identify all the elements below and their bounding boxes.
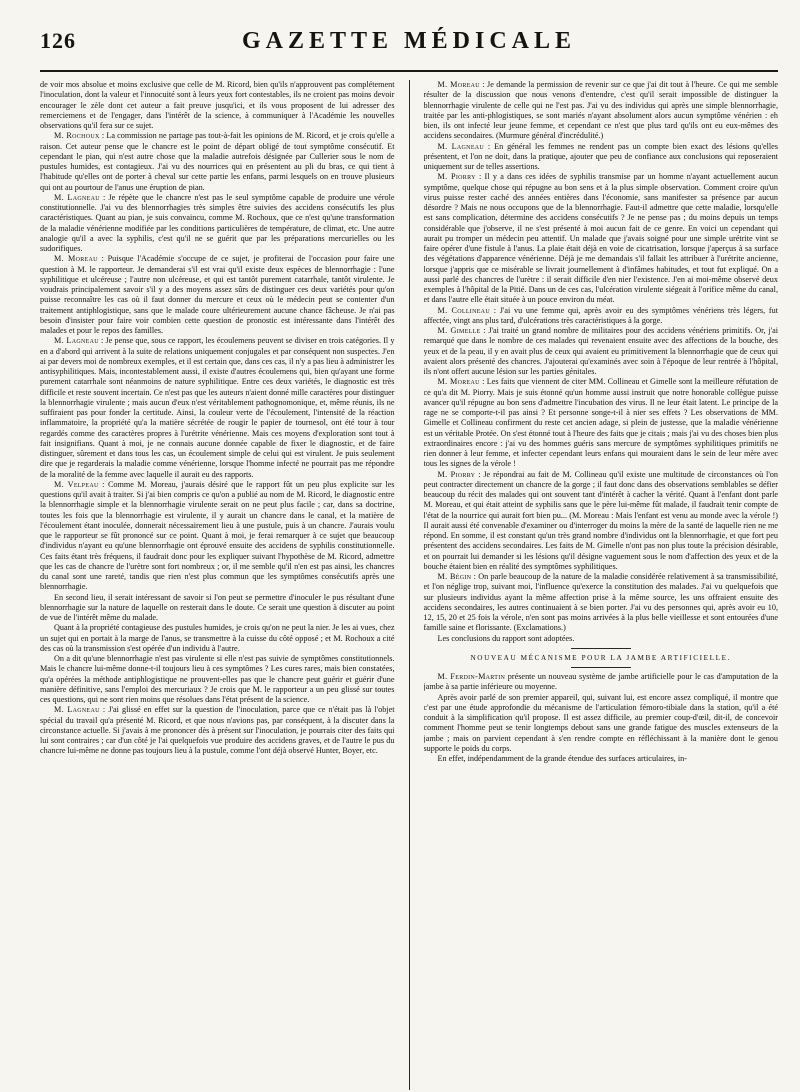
speaker-name: M. Piorry — [437, 172, 476, 182]
paragraph — [40, 593, 395, 624]
paragraph-text: : Je demande la permission de revenir sur ce que j'ai dit tout à l'heure. Ce qui me semble résulter de la discussion que nous venons d'entendre, c'est qu'il serait impossible de distinguer la blennorrhagie virulente de celle qui ne l'est pas. J'ai vu des individus qui après une simple blennorrhagie, traitée par les anti-phlogistiques, se sont mariés n'ayant absolument alors aucun symptôme vénérien : eh bien, ils ont infecté leur jeune femme, et cependant ce n'est que plus tard qu'ils ont eu eux-mêmes des accidens secondaires. (Murmure général d'incrédulité.) — [423, 80, 778, 141]
section-rule-bottom — [571, 667, 631, 668]
paragraph — [40, 254, 395, 336]
speaker-name: M. Lagneau — [54, 336, 99, 346]
paragraph — [424, 634, 779, 644]
paragraph — [424, 80, 779, 142]
paragraph-text: : Les faits que viennent de citer MM. Collineau et Gimelle sont la meilleure réfutation de ce qu'a dit M. Piorry. Mais je suis étonné qu'un homme aussi instruit que notre honorable collègue puisse avancer qu'il répugne au bon sens d'admettre l'incubation des virus. Il ne leur était latent. Le principe de la rage ne se comporte-t-il pas ainsi ? Et personne songe-t-il à nier ses effets ? Les observations de MM. Gimelle et Collineau confirment du reste cet ancien adage, si plein de justesse, que la maladie vénérienne est un véritable Protée. On s'est étonné tout à l'heure des faits que je citais ; mais j'ai vu des choses bien plus extraordinaires encore : j'ai vu des hommes guéris sans mercure de symptômes syphilitiques primitifs ne rien donner à leur femme, et infecter cependant leurs enfans qui mouraient dans le sein de leur mère avec tous les signes de la vérole ! — [423, 377, 778, 469]
paragraph-text: présente un nouveau système de jambe artificielle pour le cas d'amputation de la jambe à sa partie inférieure ou moyenne. — [423, 672, 778, 692]
paragraph-text: : Puisque l'Académie s'occupe de ce sujet, je profiterai de l'occasion pour faire une question à M. le rapporteur. Je demanderai s'il est vrai qu'il existe deux espèces de blennorrhagie : l'une syphilitique et ulcéreuse ; l'autre non ulcéreuse, et qui est tantôt purement catarrhale, tantôt virulente. Je voudrais principalement savoir s'il y a des moyens assez sûrs de distinguer ces deux variétés pour qu'on puisse reconnaître les cas où il faut donner du mercure et ceux où le médecin peut se contenter d'un traitement antiphlogistique, sans que le malade coure ultérieurement aucune chance fâcheuse. Je n'ai pas besoin d'insister pour faire voir combien cette question de pronostic est intéressante dans l'intérêt des malades et pour le repos des familles. — [40, 254, 395, 335]
paragraph-text: On a dit qu'une blennorrhagie n'est pas virulente si elle n'est pas suivie de symptômes constitutionnels. Mais le chancre lui-même donne-t-il toujours lieu à ces symptômes ? Les cures rares, mais bien constatées, qu'a opérées la méthode antiphlogistique ne prouvent-elles pas que le chancre peut guérir et guérir d'une manière définitive, sans l'emploi des mercuriaux ? Je crois que M. le rapporteur a un peu glissé sur toutes ces questions, qui ne sont rien moins que résolues dans l'état présent de la science. — [40, 654, 395, 704]
paragraph — [424, 377, 779, 469]
paragraph — [424, 172, 779, 305]
paragraph — [424, 326, 779, 377]
paragraph — [424, 572, 779, 634]
paragraph-text: : On parle beaucoup de la nature de la maladie considérée relativement à sa transmissibilité, et l'on néglige trop, suivant moi, l'influence qu'exerce la constitution des malades. J'ai vu quelquefois que sur plusieurs individus ayant la même affection prise à la même source, les uns offraient ensuite des accidens secondaires, les autres continuaient à se bien porter. J'ai vu des personnes qui, après avoir eu 10, 12, 15, 20 et 25 fois la vérole, n'en sont pas moins arrivées à la plus belle vieillesse et sont entourées d'une famille saine et florissante. (Exclamations.) — [423, 572, 778, 633]
paragraph-text: Après avoir parlé de son premier appareil, qui, suivant lui, est encore assez compliqué, il montre que c'est par une étude approfondie du mécanisme de l'articulation fémoro-tibiale dans la station, qu'il a été conduit à la simplification qu'il propose. Il est assez difficile, au premier coup-d'œil, dit-il, de concevoir comment l'homme peut se tenir longtemps debout sans une grande fatigue des muscles extenseurs de la jambe ; mais on parvient cependant à s'en rendre compte en réfléchissant à la manière dont le genou supporte le poids du corps. — [423, 692, 778, 753]
paragraph-text: : Comme M. Moreau, j'aurais désiré que le rapport fût un peu plus explicite sur les questions qu'il avait à traiter. Si j'ai bien compris ce qu'on a publié au nom de M. Ricord, le diagnostic entre la blennorrhagie simple et la blennorrhagie virulente serait on ne peut plus facile ; car, dans sa doctrine, toutes les fois que la blennorrhagie est virulente, il y aurait un chancre dans le canal, et la matière de l'écoulement étant inoculée, donnerait nécessairement lieu à une pustule, puis à un chancre. J'aurais voulu que le rapporteur se fût prononcé sur ce point. Quant à moi, je ferai remarquer à ce sujet que beaucoup d'individus n'ayant eu qu'une blennorrhagie ont éprouvé ensuite des accidens de syphilis constitutionnelle. Ces faits étant très fréquens, il faudrait donc pour les expliquer suivant l'hypothèse de M. Ricord, admettre que les cas de chancre de l'urètre sont fort nombreux ; or, il me semble qu'il n'en est pas ainsi, les chancres du canal sont une rareté, tandis que rien n'est plus commun que les symptômes consécutifs après une blennorrhagie. — [40, 479, 395, 592]
paragraph — [40, 131, 395, 193]
debate-continuation — [424, 80, 779, 644]
paragraph-text: : La commission ne partage pas tout-à-fait les opinions de M. Ricord, et je crois qu'elle a raison. Cet auteur pense que le chancre est le point de départ obligé de tout symptôme consécutif. Et cependant le pian, qui n'est autre chose que la maladie autrefois désignée par Cullerier sous le nom de pustules humides, est contagieux. J'ai vu des nourrices qui en présentent au pli du bras, ce qui tient à l'habitude qu'elles ont de porter à cheval sur cette partie les enfans, parmi lesquels on en trouve plusieurs qui ont au pourtour de l'anus une éruption de pian. — [40, 131, 395, 192]
paragraph-text: : J'ai traité un grand nombre de militaires pour des accidens vénériens primitifs. Or, j'ai remarqué que dans le nombre de ces malades qui revenaient ensuite avec des affections de la bouche, des yeux et de la peau, il y en avait plus de ceux qui avaient eu primitivement la blennorrhagie que de ceux qui avaient alors présenté des chancres. J'ajouterai qu'examinés avec soin à l'époque de leur rentrée à l'hôpital, ils n'ont offert aucune lésion sur les parties génitales. — [423, 326, 778, 376]
speaker-name: M. Lagneau — [437, 141, 485, 151]
paragraph-text: En second lieu, il serait intéressant de savoir si l'on peut se permettre d'inoculer le pus résultant d'une blennorrhagie sur la nature de laquelle on resterait dans le doute. Ce serait une question à discuter au point de vue de l'intérêt même du malade. — [40, 592, 395, 622]
speaker-name: M. Lagneau — [54, 705, 100, 715]
page-number: 126 — [40, 28, 76, 53]
paragraph-text: : J'ai vu une femme qui, après avoir eu des symptômes vénériens très légers, fut affectée, vingt ans plus tard, d'ulcérations très caractéristiques à la gorge. — [423, 305, 778, 325]
paragraph — [424, 142, 779, 173]
paragraph-text: : Je répondrai au fait de M. Collineau qu'il existe une multitude de circonstances où l'on peut contracter directement un chancre de la gorge ; il faut donc dans des observations semblables se défier beaucoup du récit des malades qui ont souvent tant d'intérêt à cacher la vérité. Quant à l'enfant dont parle M. Moreau, et qui était atteint de syphilis sans que le père lui-même fût malade, il faudrait tenir compte de l'état de la nourrice qui aurait fort bien pu... (M. Moreau : Mais l'enfant est venu au monde avec la vérole !) Il aurait aussi été convenable d'examiner ou d'interroger du moins la mère de la santé de laquelle rien ne me répond. En somme, il est constant qu'un très grand nombre d'individus ont la blennorrhagie, et que fort peu présentent des accidens secondaires. Les faits de M. Gimelle n'ont pas non plus toute la précision désirable, et on pourrait lui demander si les lésions qu'il désigne vaguement sous le nom d'affection des yeux et de la bouche étaient bien en réalité des symptômes syphilitiques. — [423, 469, 778, 571]
speaker-name: M. Moreau — [54, 254, 98, 264]
speaker-name: M. Bégin — [437, 572, 472, 581]
paragraph — [40, 705, 395, 756]
paragraph-text: Quant à la propriété contagieuse des pustules humides, je crois qu'on ne peut la nier. Je les ai vues, chez un sujet qui en portait à la marge de l'anus, se transmettre à la cuisse du côté opposé ; et M. Rochoux a cité des cas où la transmission s'est opérée d'un individu à l'autre. — [40, 623, 395, 653]
paragraph-text: : J'ai glissé en effet sur la question de l'inoculation, parce que ce n'était pas là l'objet spécial du travail qu'a présenté M. Ricord, et que nous n'avions pas, par conséquent, à la discuter dans la circonstance actuelle. Si j'avais à me prononcer dès à présent sur l'inoculation, je pourrais citer des faits qui lui sont contraires ; car d'un côté je l'ai quelquefois vue produire des accidens graves, et de l'autre le pus du chancre lui-même ne donne pas toujours lieu à la pustule, comme l'ont déjà observé Hunter, Boyer, etc. — [40, 705, 395, 756]
speaker-name: M. Velpeau — [54, 479, 99, 489]
paragraph — [40, 80, 395, 131]
paragraph-text: : Il y a dans ces idées de syphilis transmise par un homme n'ayant actuellement aucun symptôme, quelque chose qui répugne au bon sens et à la plus simple observation. Comment croire qu'un virus puisse rester caché des années entières dans l'économie, sans manifester sa présence par aucun désordre ? Mais ne nous occupons que de la blennorrhagie. Faut-il admettre que cette maladie, lorsqu'elle est sans complication, détermine des accidens consécutifs ? Je ne pense pas ; du moins depuis un temps considérable que j'observe, il ne s'est présenté à moi aucun fait de ce genre. En voici un cependant qui aurait pu tromper un médecin peu attentif. Un malade que j'avais soigné pour une simple urétrite vint se faire opérer d'une fistule à l'anus. La plaie était déjà en voie de cicatrisation, lorsque j'aperçus à sa surface des végétations d'apparence vénérienne. Déjà je me demandais s'il fallait les attribuer à l'urétrite ancienne, lorsque j'appris que ce misérable se livrait journellement à d'infâmes habitudes, et tout fut expliqué. On a aussi parlé des chancres de l'urètre : il serait difficile d'en nier l'existence. J'en ai moi-même observé deux exemples à l'hôpital de la Pitié. Dans un de ces cas, l'ulcération virulente siégeait à l'orifice même du canal, et dans l'autre elle était située à un pouce environ du méat. — [423, 172, 778, 305]
paragraph-text: : Je répète que le chancre n'est pas le seul symptôme capable de produire une vérole constitutionnelle. J'ai vu des blennorrhagies très simples être suivies des accidens consécutifs les plus caractéristiques. Quant au pian, je suis convaincu, comme M. Rochoux, que ce n'est qu'une transformation de la maladie vénérienne modifiée par les conditions particulières de température, de climat, etc. Une autre analogie qu'il a avec la syphilis, c'est qu'il ne se guérit que par les préparations mercurielles ou les sudorifiques. — [40, 192, 395, 253]
paragraph — [424, 306, 779, 327]
speaker-name: M. Rochoux — [54, 131, 100, 141]
left-column — [40, 80, 395, 1090]
paragraph — [40, 193, 395, 255]
paragraph-text: Les conclusions du rapport sont adoptées. — [437, 633, 575, 643]
speaker-name: M. Moreau — [437, 80, 480, 89]
paragraph — [40, 480, 395, 593]
paragraph — [40, 336, 395, 480]
section-heading: NOUVEAU MÉCANISME POUR LA JAMBE ARTIFICIELLE. — [470, 653, 731, 662]
paragraph-text: de voir mos absolue et moins exclusive que celle de M. Ricord, bien qu'ils n'approuvent pas complétement l'inoculation, dont la valeur et l'innocuité sont à leurs yeux fort contestables, ils ne croient pas moins devoir encourager le zèle dont cet auteur a fait preuve jusqu'ici, et ils vous proposent de lui adresser des remerciemens et de l'engager, dans l'intérêt de la science, à communiquer à l'Académie les nouvelles observations qu'il fera sur ce sujet. — [40, 80, 395, 130]
paragraph-text: : Je pense que, sous ce rapport, les écoulemens peuvent se diviser en trois catégories. Il y en a d'abord qui arrivent à la suite de relations uniquement conjugales et par conséquent non suspectes. J'en ai par devers moi de nombreux exemples, et il est certain que, dans ces cas, il n'y a pas lieu à administrer les antisyphilitiques. Mais, incontestablement aussi, il existe d'autres écoulemens qui, bien qu'ayant une forme purement catarrhale sont néanmoins de nature syphilitique. Entre ces deux variétés, le diagnostic est très difficile et reste souvent incertain. Ce n'est pas que les auteurs n'aient donné mille caractères pour distinguer la blennorrhagie virulente ; mais aucun d'eux n'est véritablement pathognomonique, et, même réunis, ils ne suffiraient pas pour fonder la certitude. Ainsi, la couleur verte de l'écoulement, l'intensité de la réaction inflammatoire, la propriété qu'a la matière sécrétée de rougir le papier de tournesol, ont été tour à tour regardés comme des caractères propres à l'urétrite vénérienne. Mais ces moyens d'exploration sont tout à fait insignifians. Quant à moi, je ne connais aucune donnée capable de fixer le diagnostic, et de faire distinguer, sûrement et dans tous les cas, un écoulement simple de celui qui est virulent. Je puis seulement dire que je regarderais la maladie comme vénérienne, lorsque l'homme infecté ne pourrait pas me répondre de la moralité de la femme avec laquelle il aurait eu des rapports. — [40, 336, 395, 479]
speaker-name: M. Lagneau — [54, 192, 100, 202]
paragraph — [424, 693, 779, 755]
journal-title: GAZETTE MÉDICALE — [241, 28, 577, 54]
paragraph — [424, 470, 779, 573]
paragraph — [424, 754, 779, 764]
paragraph-text: En effet, indépendamment de la grande étendue des surfaces articulaires, in- — [437, 754, 687, 763]
speaker-name: M. Moreau — [437, 377, 480, 387]
paragraph — [40, 623, 395, 654]
article-columns — [40, 80, 778, 1090]
artificial-leg-article — [424, 672, 779, 764]
speaker-name: M. Collineau — [437, 305, 490, 315]
speaker-name: M. Gimelle — [437, 326, 481, 335]
paragraph — [40, 654, 395, 705]
section-rule — [571, 648, 631, 649]
masthead — [40, 28, 778, 72]
speaker-name: M. Piorry — [437, 469, 476, 479]
paragraph — [424, 672, 779, 693]
column-divider — [409, 80, 410, 1090]
speaker-name: M. Ferdin-Martin — [437, 672, 506, 681]
paragraph-text: : En général les femmes ne rendent pas un compte bien exact des lésions qu'elles présentent, et l'on ne doit, dans la pratique, ajouter que peu de confiance aux conclusions qui reposeraient uniquement sur de telles assertions. — [423, 141, 778, 171]
right-column — [424, 80, 779, 1090]
